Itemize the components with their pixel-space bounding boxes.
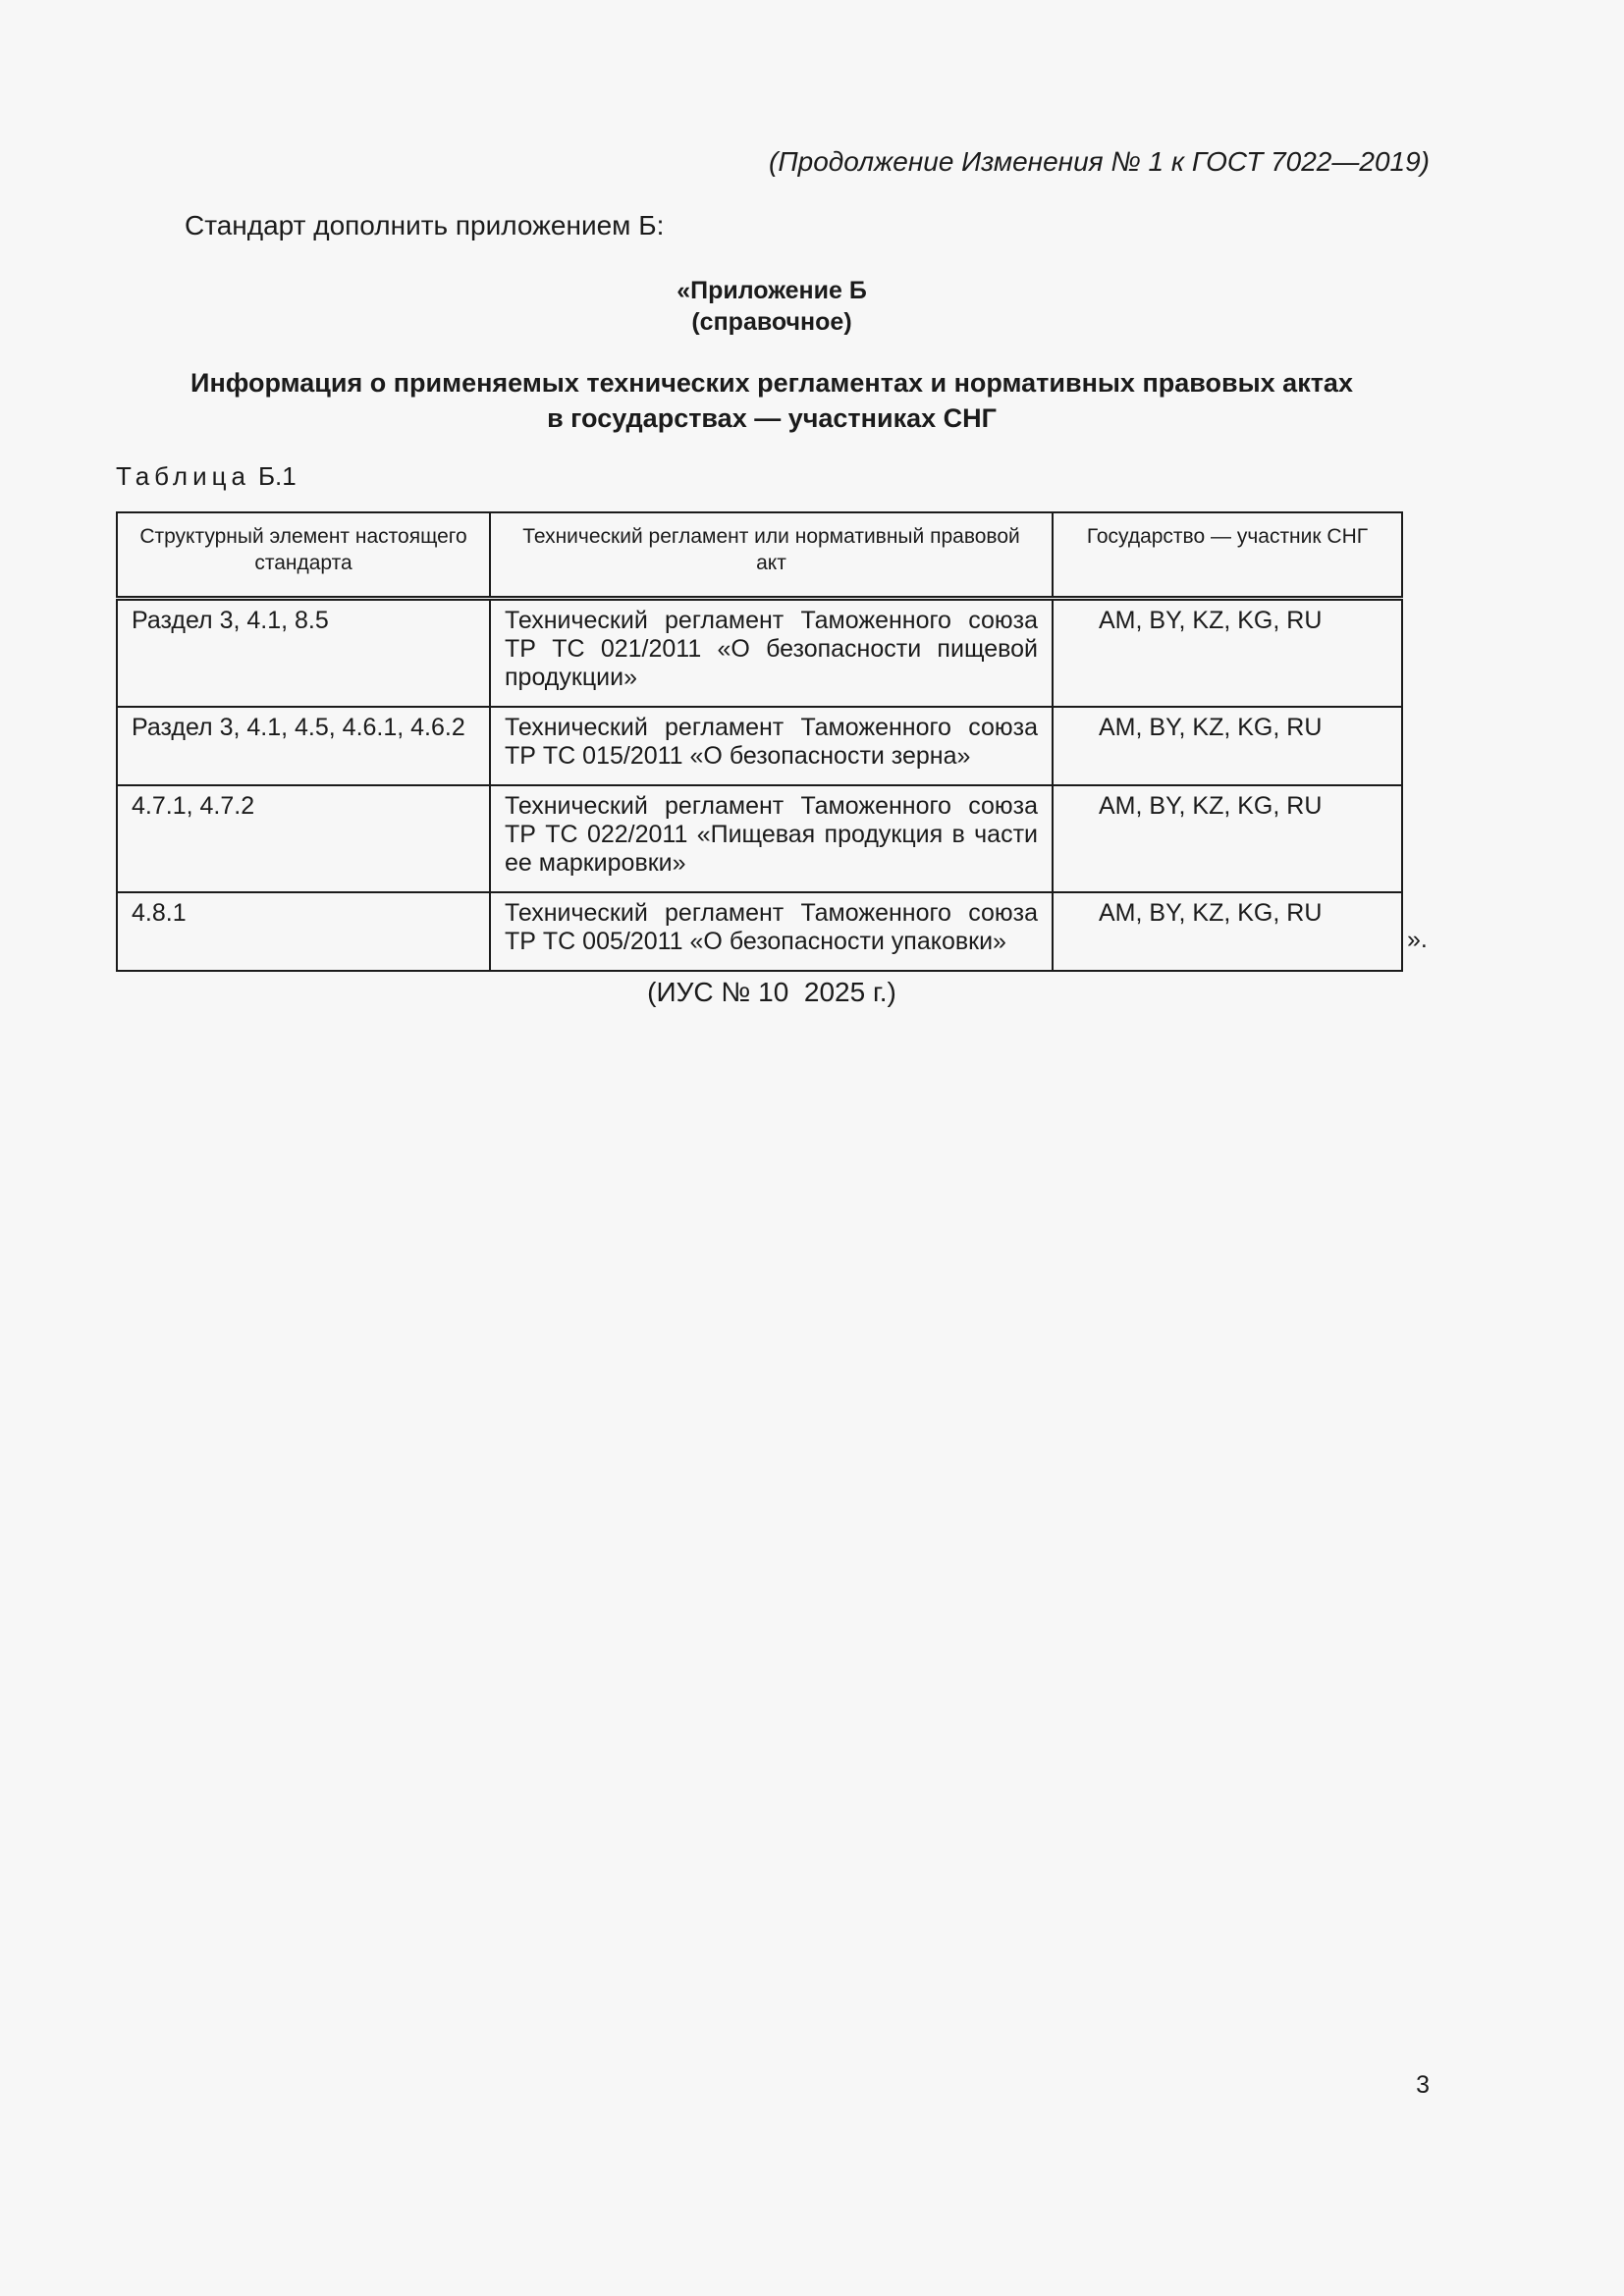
regulations-table	[116, 511, 1403, 972]
appendix-subtitle: (справочное)	[691, 308, 852, 336]
appendix-title: «Приложение Б	[677, 277, 867, 304]
table-row	[117, 599, 1402, 708]
cell-states: AM, BY, KZ, KG, RU	[1053, 599, 1402, 708]
header-regulation: Технический регламент или нормативный правовой акт	[490, 512, 1053, 599]
table-caption	[116, 461, 297, 492]
intro-text: Стандарт дополнить приложением Б:	[185, 210, 665, 240]
cell-regulation: Технический регламент Таможенного союза ТР ТС 021/2011 «О безопасности пищевой продукции»	[490, 599, 1053, 708]
cell-states: AM, BY, KZ, KG, RU	[1053, 707, 1402, 785]
ius-reference: (ИУС № 10 2025 г.)	[647, 977, 896, 1007]
table-caption-word: Таблица	[116, 461, 250, 491]
document-title-line-1: Информация о применяемых технических регламентах и нормативных правовых актах	[190, 368, 1353, 398]
table-row	[117, 785, 1402, 892]
page-number: 3	[1416, 2071, 1430, 2099]
cell-states: AM, BY, KZ, KG, RU	[1053, 892, 1402, 971]
table-row	[117, 892, 1402, 971]
appendix-heading	[0, 275, 1543, 338]
cell-regulation: Технический регламент Таможенного союза ТР ТС 022/2011 «Пищевая продукция в части ее маркировки»	[490, 785, 1053, 892]
document-title-line-2: в государствах — участниках СНГ	[547, 403, 997, 433]
header-state: Государство — участник СНГ	[1053, 512, 1402, 599]
cell-element: Раздел 3, 4.1, 4.5, 4.6.1, 4.6.2	[117, 707, 490, 785]
cell-element: 4.7.1, 4.7.2	[117, 785, 490, 892]
table-caption-number: Б.1	[257, 461, 297, 491]
cell-element: 4.8.1	[117, 892, 490, 971]
table-row	[117, 707, 1402, 785]
cell-regulation: Технический регламент Таможенного союза ТР ТС 015/2011 «О безопасности зерна»	[490, 707, 1053, 785]
document-title	[0, 365, 1543, 436]
cell-states: AM, BY, KZ, KG, RU	[1053, 785, 1402, 892]
table-header-row	[117, 512, 1402, 599]
cell-element: Раздел 3, 4.1, 8.5	[117, 599, 490, 708]
closing-quote: ».	[1407, 926, 1428, 953]
header-structural-element: Структурный элемент настоящего стандарта	[117, 512, 490, 599]
cell-regulation: Технический регламент Таможенного союза ТР ТС 005/2011 «О безопасности упаковки»	[490, 892, 1053, 971]
continuation-header: (Продолжение Изменения № 1 к ГОСТ 7022—2019)	[769, 146, 1430, 177]
